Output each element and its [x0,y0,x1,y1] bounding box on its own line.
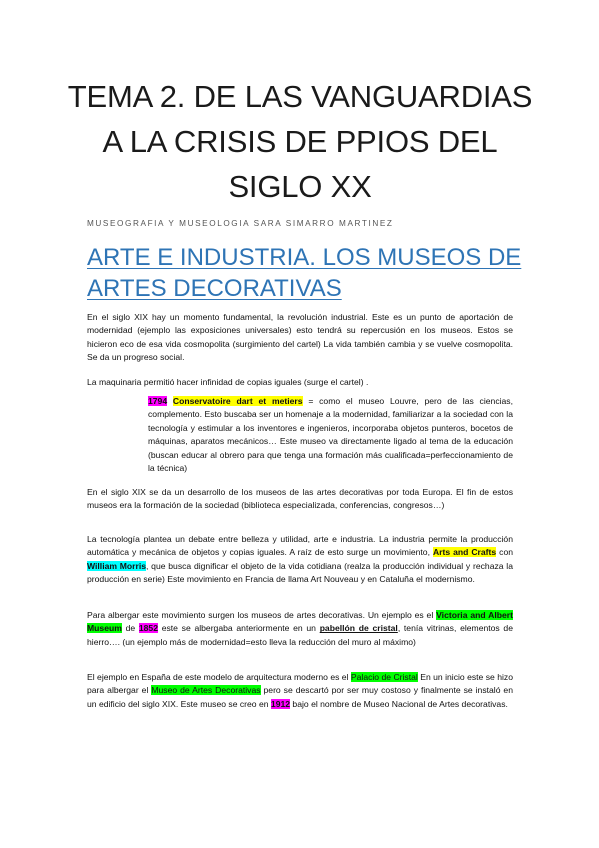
paragraph-conservatoire [148,395,513,475]
highlight-william-morris: William Morris [87,560,147,571]
highlight-victoria-albert-museum: Victoria and Albert Museum [87,610,513,634]
section-heading: ARTE E INDUSTRIA. LOS MUSEOS DE ARTES DECORATIVAS [87,244,522,302]
paragraph-industrial-revolution: En el siglo XIX hay un momento fundamental, la revolución industrial. Este es un punto de aportación de modernidad (ejemplo las exposiciones universales) esto tendrá su repercusión en los museos. Estos se hicieron eco de esa vida cosmopolita (surgimiento del cartel) La vida también cambia y se vuelve cosmopolita. Se da un progreso social. [87,312,513,363]
paragraph-decorative-museums: En el siglo XIX se da un desarrollo de los museos de las artes decorativas por toda Europa. El fin de estos museos era la formación de la sociedad (biblioteca especializada, conferencias, congresos…) [87,487,513,511]
highlight-year-1912: 1912 [270,698,291,709]
highlight-year-1852: 1852 [138,623,158,634]
highlight-year-1794: 1794 [148,396,168,406]
paragraph-palacio-cristal: El ejemplo en España de este modelo de arquitectura moderno es el Palacio de Cristal En un inicio este se hizo para albergar el Museo de Artes Decorativas pero se descartó por ser muy costoso y finalmente se instaló en un edificio del siglo XIX. Este museo se creo en 1912 bajo el nombre de Museo Nacional de Artes decorativas. [87,672,513,709]
highlight-museo-artes-decorativas: Museo de Artes Decorativas [151,685,261,696]
paragraph-victoria-albert: Para albergar este movimiento surgen los museos de artes decorativas. Un ejemplo es el Victoria and Albert Museum de 1852 este se albergaba anteriormente en un pabellón de cristal, tenía vitrinas, elementos de hierro…. (un ejemplo más de modernidad=esto lleva la reducción del muro al máximo) [87,610,513,647]
document-title: TEMA 2. DE LAS VANGUARDIAS A LA CRISIS DE PPIOS DEL SIGLO XX [67,79,533,204]
conservatoire-text: = como el museo Louvre, pero de las ciencias, complemento. Esto buscaba ser un homenaje a la modernidad, familiarizar a la sociedad con la tecnología y estimular a los inventores e ingenieros, incorporaba objetos punteros, bocetos de máquinas, aparatos mecánicos… Este museo va directamente ligado al tema de la educación (buscan educar al obrero para que tenga una formación más cualificada=perfeccionamiento de la técnica) [148,396,513,474]
highlight-conservatoire: Conservatoire dart et metiers [172,396,303,406]
highlight-palacio-de-cristal: Palacio de Cristal [350,672,418,682]
paragraph-arts-and-crafts: La tecnología plantea un debate entre belleza y utilidad, arte e industria. La industria permite la producción automática y mecánica de objetos y copias iguales. A raíz de esto surge un movimiento, Arts and Crafts con William Morris, que busca dignificar el objeto de la vida cotidiana (realza la producción individual y rechaza la producción en serie) Este movimiento en Francia de llama Art Nouveau y en Cataluña el modernismo. [87,534,514,585]
highlight-arts-and-crafts: Arts and Crafts [432,547,497,558]
paragraph-machinery: La maquinaria permitió hacer infinidad de copias iguales (surge el cartel) . [87,377,369,387]
document-subtitle: MUSEOGRAFIA Y MUSEOLOGIA SARA SIMARRO MARTINEZ [87,219,394,228]
underline-pabellon: pabellón de cristal [319,623,398,634]
